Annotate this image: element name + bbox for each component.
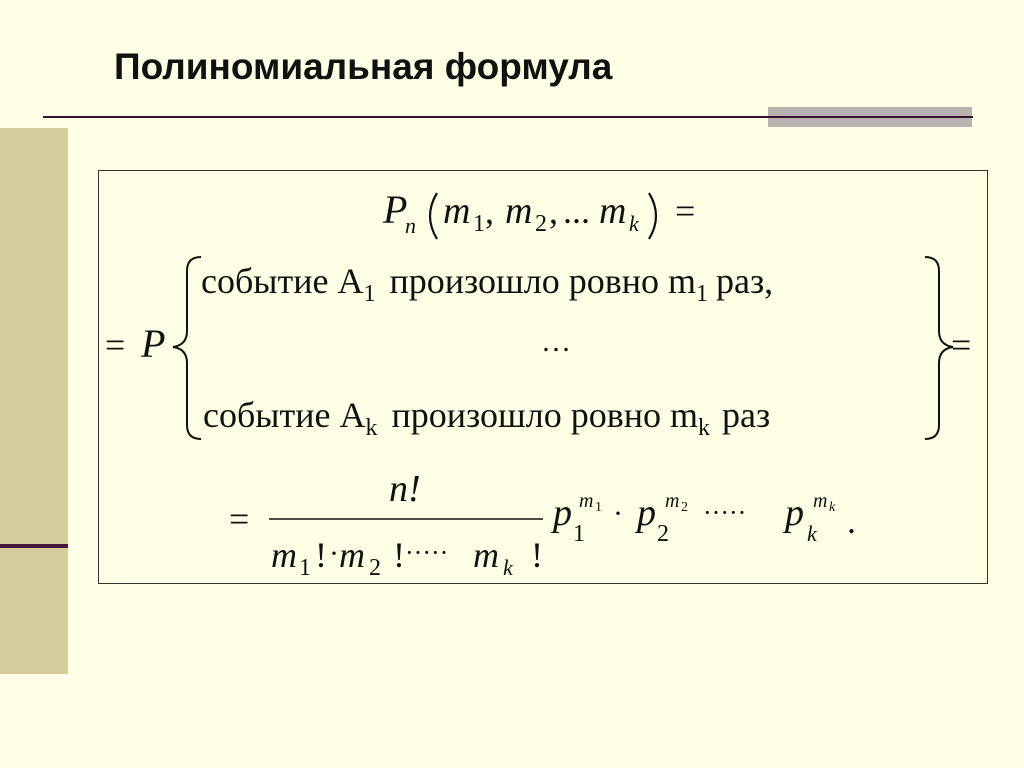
formula-box xyxy=(98,170,988,584)
var-m1: m xyxy=(443,190,471,232)
term-p2 xyxy=(634,490,688,547)
ellipsis: ... xyxy=(563,191,590,231)
left-paren xyxy=(430,193,437,239)
p1-base: p xyxy=(553,492,572,534)
equals-right: = xyxy=(951,325,972,365)
comma-2: , xyxy=(549,191,558,231)
right-brace xyxy=(925,257,953,439)
comma-1: , xyxy=(485,191,494,231)
fraction-numerator: n! xyxy=(389,468,421,510)
equals-left: = xyxy=(105,325,126,365)
term-p1 xyxy=(550,490,602,547)
den-sub-k: k xyxy=(503,555,513,580)
pk-sub: k xyxy=(807,521,817,546)
left-brace xyxy=(173,257,201,439)
equals-3: = xyxy=(229,499,250,539)
formula-line-1 xyxy=(382,187,695,239)
p2-sub: 2 xyxy=(657,521,669,547)
p1-exp-sub: 1 xyxy=(595,500,602,515)
pk-exp-sub: k xyxy=(829,500,836,515)
prob-symbol-2: P xyxy=(141,321,166,366)
den-sub-1: 1 xyxy=(299,555,311,581)
p1-exp-m: m xyxy=(579,490,594,512)
den-sub-2: 2 xyxy=(369,555,381,581)
event-1-label: событие $А_1$ произошло ровно $m_1$ раз, xyxy=(201,261,774,307)
p2-base: p xyxy=(637,492,656,534)
right-paren xyxy=(649,193,656,239)
sub-k: k xyxy=(629,211,639,236)
prob-subscript-n: n xyxy=(405,213,416,238)
den-m1: m xyxy=(271,535,297,575)
den-mk: m xyxy=(473,535,499,575)
den-m2: m xyxy=(339,535,365,575)
formula-line-3 xyxy=(229,468,856,581)
event-dots: … xyxy=(541,325,571,358)
den-fact-2: ! xyxy=(393,535,405,575)
formula-graphic xyxy=(99,171,987,583)
pk-exp-m: m xyxy=(813,490,828,512)
pk-base: p xyxy=(785,492,804,534)
var-m2: m xyxy=(505,190,533,232)
p2-exp-sub: 2 xyxy=(681,500,688,515)
prob-symbol: P xyxy=(383,187,408,232)
term-pk xyxy=(782,490,836,546)
den-cdots: ····· xyxy=(405,538,449,567)
period: . xyxy=(847,501,856,541)
den-fact-1: ! xyxy=(315,535,327,575)
slide-title: Полиномиальная формула xyxy=(114,46,613,87)
p2-exp-m: m xyxy=(665,490,680,512)
title-rule-accent-line xyxy=(768,116,972,118)
p1-sub: 1 xyxy=(573,521,585,547)
var-mk: m xyxy=(599,190,627,232)
sub-1: 1 xyxy=(473,211,485,237)
formula-line-2 xyxy=(105,257,971,441)
event-k-label: событие $А_k$ произошло ровно $m_k$ раз xyxy=(203,395,771,441)
fraction-denominator xyxy=(271,535,543,581)
left-decorative-tick xyxy=(0,544,68,548)
den-fact-k: ! xyxy=(531,535,543,575)
cdot-1: · xyxy=(613,497,623,530)
cdots-mid: ····· xyxy=(703,498,747,527)
sub-2: 2 xyxy=(535,211,547,237)
equals-1: = xyxy=(675,191,696,231)
left-decorative-bar xyxy=(0,128,68,674)
den-cdot: · xyxy=(329,537,339,570)
